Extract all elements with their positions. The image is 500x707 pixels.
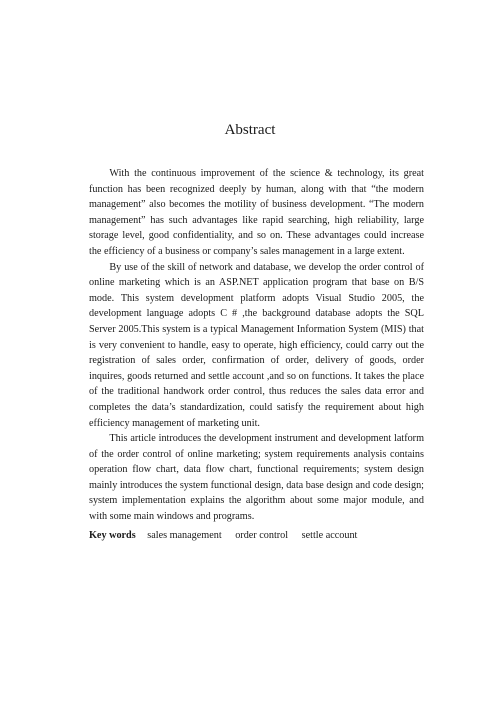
keywords-label: Key words bbox=[89, 530, 136, 541]
keyword-item: settle account bbox=[301, 530, 358, 541]
abstract-paragraph-1: With the continuous improvement of the science & technology, its great function has been recognized deeply by human, along with that “the modern management” also becomes the motility of business development. “The modern management” has such advantages like rapid searching, high reliability, large storage level, good confidentiality, and so on. These advantages could increase the efficiency of a business or company’s sales management in a large extent. bbox=[89, 168, 424, 257]
abstract-title: Abstract bbox=[224, 122, 276, 138]
keyword-item: sales management bbox=[147, 530, 222, 541]
keyword-item: order control bbox=[235, 530, 289, 541]
abstract-body bbox=[89, 166, 424, 525]
abstract-paragraph-3: This article introduces the development instrument and development latform of the order control of online marketing; system requirements analysis contains operation flow chart, data flow chart, functional requirements; system design mainly introduces the system functional design, data base design and code design; system implementation explains the algorithm about some major module, and with some main windows and programs. bbox=[89, 433, 424, 523]
abstract-paragraph-2: By use of the skill of network and database, we develop the order control of online marketing which is an ASP.NET application program that base on B/S mode. This system development platform adopts Visual Studio 2005, the development language adopts C # ,the background database adopts the SQL Server 2005.This system is a typical Management Information System (MIS) that is very convenient to handle, easy to operate, high efficiency, could carry out the registration of sales order, confirmation of order, delivery of goods, order inquires, goods returned and settle account ,and so on functions. It takes the place of the traditional handwork order control, thus reduces the sales data error and completes the data’s standardization, could satisfy the requirement about high efficiency management of marketing unit. bbox=[89, 261, 424, 429]
keywords-line bbox=[89, 528, 424, 544]
